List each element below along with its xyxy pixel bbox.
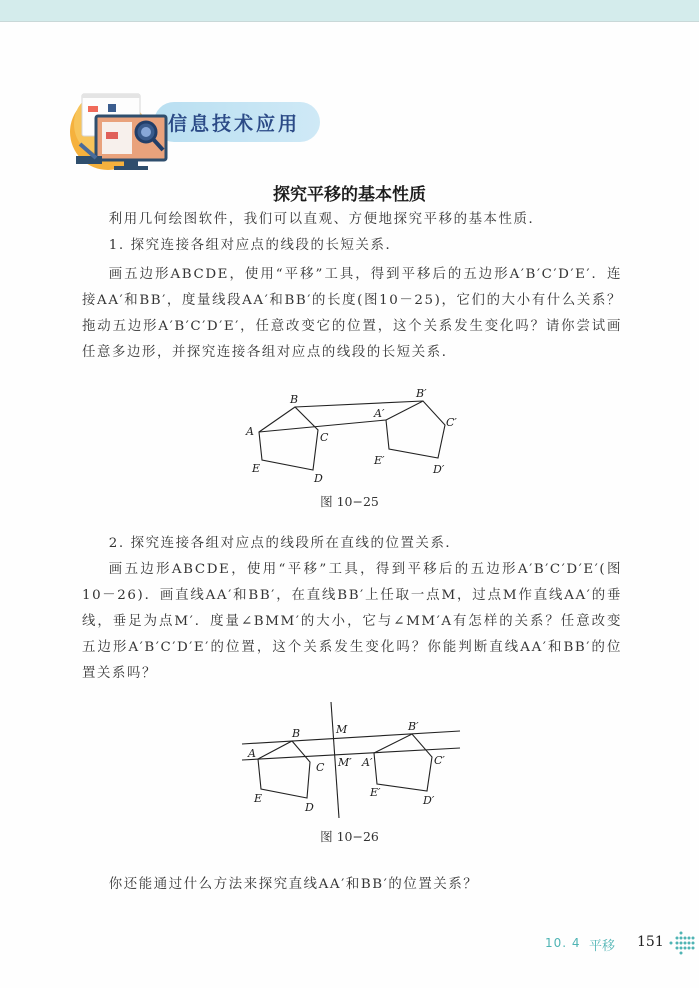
label-C: C — [320, 431, 329, 444]
question-2-heading: 2. 探究连接各组对应点的线段所在直线的位置关系． — [108, 536, 461, 551]
label-A: A — [246, 425, 254, 438]
closing-question: 你还能通过什么方法来探究直线AA′和BB′的位置关系？ — [108, 877, 479, 892]
label-C-prime: C′ — [446, 416, 457, 429]
label-D-prime: D′ — [433, 463, 445, 476]
computer-monitor-gear-icon — [66, 84, 176, 176]
label-M-prime: M′ — [338, 756, 352, 769]
label-D: D — [314, 472, 323, 485]
info-tech-badge — [66, 84, 326, 176]
label-C-prime: C′ — [434, 754, 445, 767]
badge-title: 信息技术应用 — [168, 113, 301, 135]
page-number: 151 — [637, 934, 664, 950]
label-M: M — [336, 723, 348, 736]
intro-paragraph: 利用几何绘图软件，我们可以直观、方便地探究平移的基本性质． — [108, 212, 544, 227]
label-A-prime: A′ — [362, 756, 373, 769]
label-E-prime: E′ — [374, 454, 385, 467]
question-2-body: 画五边形ABCDE，使用“平移”工具，得到平移后的五边形A′B′C′D′E′(图10－26)．画直线AA′和BB′，在直线BB′上任取一点M，过点M作直线AA′的垂线，垂足为点M′．度量∠BMM′的大小，它与∠MM′A有怎样的关系？任意改变五边形A′B′C′D′E′的位置，这个关系发生变化吗？你能判断直线AA′和BB′的位置关系吗？ — [82, 562, 622, 681]
label-A-prime: A′ — [374, 407, 385, 420]
label-B: B — [290, 393, 299, 406]
footer-section-number: 10. 4 — [545, 936, 581, 950]
label-B-prime: B′ — [408, 720, 419, 733]
label-A: A — [248, 747, 256, 760]
label-C: C — [316, 761, 325, 774]
figure-10-26-caption: 图 10−26 — [320, 829, 379, 844]
top-band — [0, 0, 699, 22]
section-title: 探究平移的基本性质 — [273, 185, 426, 205]
label-B-prime: B′ — [416, 387, 427, 400]
question-1-heading: 1. 探究连接各组对应点的线段的长短关系． — [108, 238, 401, 253]
label-E: E — [252, 462, 261, 475]
label-B: B — [292, 727, 301, 740]
figure-10-25 — [240, 385, 470, 485]
figure-10-25-caption: 图 10−25 — [320, 494, 379, 509]
question-1-body: 画五边形ABCDE，使用“平移”工具，得到平移后的五边形A′B′C′D′E′．连接AA′和BB′，度量线段AA′和BB′的长度(图10－25)，它们的大小有什么关系？拖动五边形A′B′C′D′E′，任意改变它的位置，这个关系发生变化吗？请你尝试画任意多边形，并探究连接各组对应点的线段的长短关系． — [82, 267, 622, 360]
label-E-prime: E′ — [370, 786, 381, 799]
label-D: D — [305, 801, 314, 814]
footer-section-title: 平移 — [589, 939, 616, 954]
label-D-prime: D′ — [423, 794, 435, 807]
label-E: E — [254, 792, 263, 805]
dot-pattern-icon — [668, 930, 698, 960]
figure-10-26 — [236, 700, 466, 822]
